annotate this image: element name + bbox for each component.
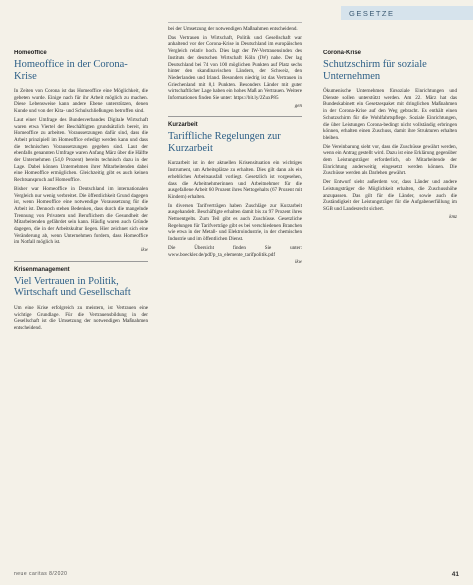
article-paragraph: In Zeiten von Corona ist das Homeoffice eine Möglichkeit, die gebeten wurde. Einige nach für ihr Arbeit möglich zu machen. Diese Lebensweise kann andere Ebene unterstützen, denen Kunde und von der Kita- und Schulschließungen betroffen sind. — [14, 88, 148, 115]
author-signature: ikw — [141, 248, 148, 254]
article-kicker: Krisenmanagement — [14, 266, 70, 273]
section-tab: GESETZE — [341, 6, 473, 20]
page-number: 41 — [451, 571, 459, 578]
article-paragraph: Laut einer Umfrage des Bundesverbandes Digitale Wirtschaft waren etwa Viertel der Beschäftigten grundsätzlich bereit, im Homeoffice zu arbeiten. Voraussetzungen dafür sind, dass die Arbeit prinzipiell im Homeoffice erledigt werden kann und dass die technischen Voraussetzungen gegeben sind. Laut der ebenfalls genannten Umfrage waren Anfang März über die Hälfte der Unternehmen (54,0 Prozent) bereits technisch dazu in der Lage. Dabei können Unternehmen ihrer Mitarbeitenden dabei eine Homeoffice ermöglichen. Gleichzeitig gibt es auch keinen Rechtsanspruch auf Homeoffice. — [14, 116, 148, 184]
column-left — [14, 50, 148, 560]
column-rule — [168, 22, 302, 23]
article-kicker: Homeoffice — [14, 50, 47, 56]
column-right — [323, 50, 457, 566]
article-paragraph: Das Vertrauen in Wirtschaft, Politik und Gesellschaft war anhaltend vor der Corona-Krise in Deutschland im europäischen Vergleich relativ hoch. Dies lagt der IW-Vertrauensindex des Instituts der deutschen Wirtschaft Köln (IW) nahe. Der lag Deutschland bei 74 von 100 möglichen Punkten auf Platz sechs hinter den skandinavischen Ländern, der Schweiz, den Niederlanden und Irland. Besonders niedrig ist das Vertrauen in Griechenland mit 8,1 Punkten. Besonders Länder mit guter wirtschaftlicher Lage haben ein hohes Maß an Vertrauen. Weitere Informationen finden Sie unter: https://bit.ly/2ZuxP85 — [168, 34, 302, 102]
article-paragraph: Der Entwurf sieht außerdem vor, dass Länder und andere Leistungsträger die Möglichkeit erhalten, die Zuschusshöhe anzupassen. Das gilt für die Länder, sowie auch die Zuständigkeit der Leistungsträger für die Aufgabenerfüllung im SGB und Landesrecht sichert. — [323, 179, 457, 212]
author-signature: kmz — [449, 214, 457, 220]
article-headline: Homeoffice in der Corona-Krise — [14, 59, 128, 82]
article-paragraph: bei der Umsetzung der notwendigen Maßnahmen entscheidend. — [168, 26, 298, 32]
article-paragraph: Um eine Krise erfolgreich zu meistern, ist Vertrauen eine wichtige Grundlage. Für die Vertrauensbildung in der Gesellschaft ist die Umsetzung der notwendigen Maßnahmen entscheidend. — [14, 304, 148, 331]
article-kicker: Kurzarbeit — [168, 122, 198, 129]
article-headline: Tariffliche Regelungen zur Kurzarbeit — [168, 131, 281, 154]
article-paragraph: In diversen Tarifverträgen haben Zuschläge zur Kurzarbeit ausgehandelt. Beschäftigte erhalten damit bis zu 97 Prozent ihres Nettoentgelts. Zum Teil gibt es auch Zuschüsse. Gesetzliche Regelungen für Tarifverträge gibt es bei verschiedenen Branchen wie etwa in der Metall- und Elektroindustrie, in der chemischen Industrie und im öffentlichen Dienst. — [168, 202, 302, 243]
article-paragraph: Ökumenische Unternehmen fürsoziale Einrichtungen und Dienste sollen unterstützt werden. Am 22. März hat das Bundeskabinett ein Gesetzespaket mit dringlichen Maßnahmen in der Corona-Krise auf den Weg gebracht. Es enthält einen Schutzschirm für die Wohlfahrtspflege. Soziale Einrichtungen, die über Leistungen Corona-bedingt nicht vollständig erbringen können, erhalten einen Zuschuss, damit ihre Strukturen erhalten bleiben. — [323, 88, 457, 141]
author-signature: gen — [294, 103, 302, 109]
article-headline: Viel Vertrauen in Politik, Wirtschaft und Gesellschaft — [14, 275, 131, 299]
article-kicker: Corona-Krise — [323, 50, 362, 56]
publication-footer: neue caritas 8/2020 — [14, 571, 68, 577]
author-signature: ikw — [295, 260, 302, 266]
article-paragraph: Die Übersicht finden Sie unter: www.boeckler.de/pdf/p_ta_elemente_tarifpolitik.pdf — [168, 244, 302, 258]
article-divider — [168, 116, 302, 117]
article-paragraph: Die Vereinbarung sieht vor, dass die Zuschüsse gewährt werden, wenn ein Antrag gestellt wird. Dazu ist eine Erklärung gegenüber dem Leistungsträger erforderlich, ob Mitarbeitende der Einrichtung anderweitig eingesetzt werden können. Die Zuschüsse werden als Darlehen gewährt. — [323, 143, 457, 177]
article-headline: Schutzschirm für soziale Unternehmen — [323, 59, 427, 82]
column-middle — [168, 26, 302, 566]
article-paragraph: Kurzarbeit ist in der aktuellen Krisensituation ein wichtiges Instrument, um Arbeitsplätze zu erhalten. Dies gilt dann als ein erhebliches Arbeitsausfall vorliegt. Gesetzlich ist vorgesehen, dass die Arbeitnehmerinnen und Arbeitnehmer für die ausgefallene Arbeit 60 Prozent ihres Nettogehalts (67 Prozent mit Kindern) erhalten. — [168, 160, 302, 200]
top-bar — [0, 0, 473, 22]
article-divider — [14, 261, 148, 262]
article-paragraph: Bisher war Homeoffice in Deutschland im internationalen Vergleich nur wenig verbreitet. Die öffentlichkeit Grund dagegen ist, wenn Homeoffice eine notwendige Voraussetzung für die Arbeit ist. Dennoch stehen Bedenken, dass durch die mangelnde Trennung von Privatem und Beruflichem die Gesundheit der Mitarbeitenden gefährdet sein kann. Häufig waren auch Gründe dagegen, die in der Arbeitskultur liegen. Hier zeichnet sich eine Veränderung ab, wenn Unternehmen fordern, dass Homeoffice im Notfall möglich ist. — [14, 185, 148, 246]
